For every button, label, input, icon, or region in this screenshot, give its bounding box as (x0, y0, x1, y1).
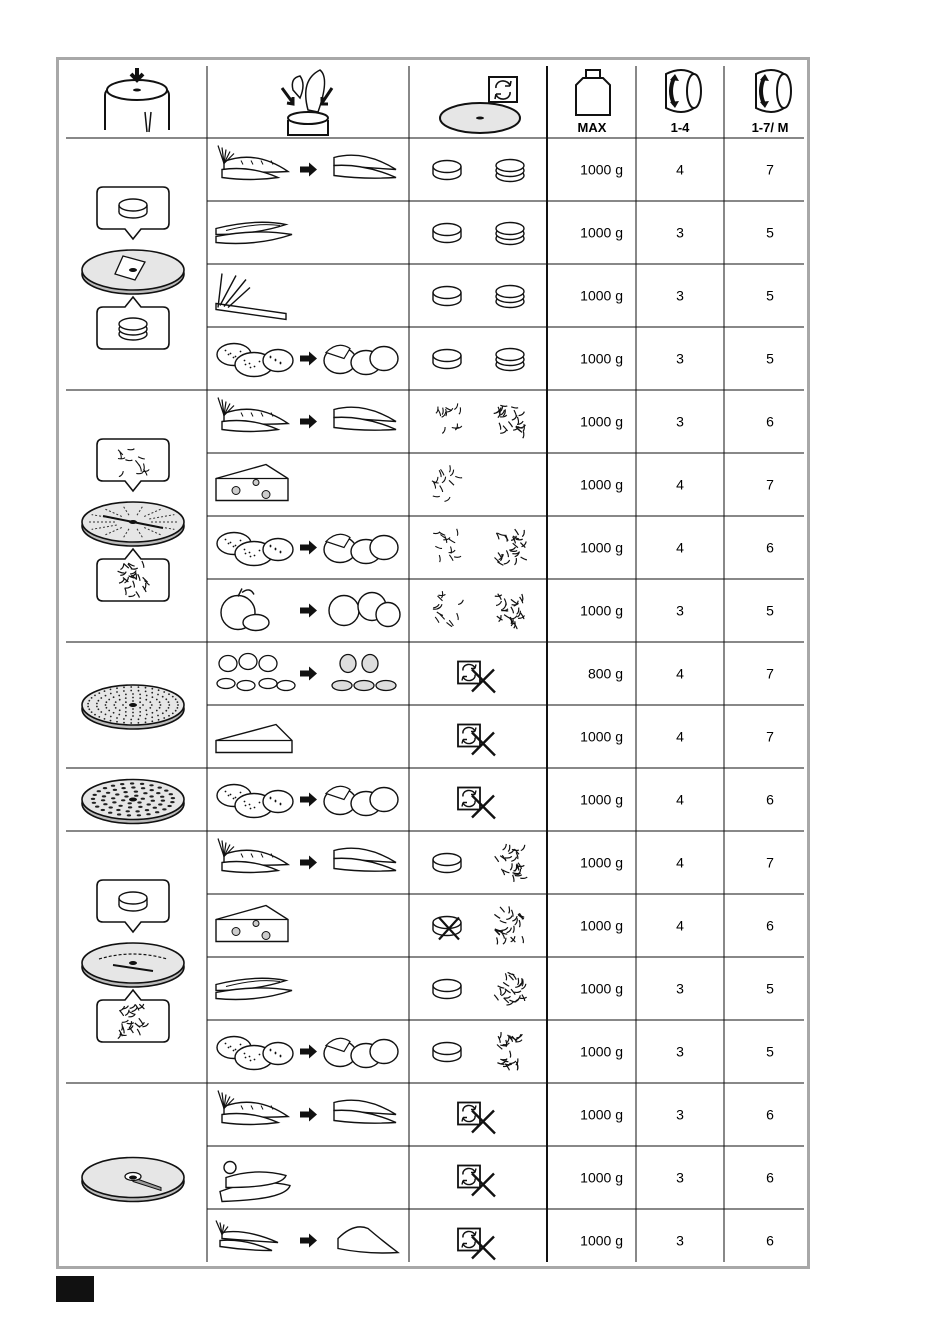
table-row (217, 654, 774, 693)
header-row (105, 68, 791, 135)
table-row (217, 529, 774, 566)
thick-slice-icon (433, 161, 461, 180)
cheese-icon (216, 465, 288, 501)
thick-slice-icon (433, 980, 461, 999)
reversible-disc-icon (440, 77, 520, 133)
speed-b-value: 6 (766, 413, 774, 430)
table-row (218, 146, 774, 182)
disc-side-cell (433, 591, 525, 629)
food-feeding-icon (282, 70, 332, 135)
disc-insertion-icon (105, 68, 169, 132)
table-row (218, 1091, 774, 1134)
table-row (218, 398, 774, 439)
not-reversible-icon (458, 662, 495, 693)
carrot-icon (218, 839, 396, 873)
speed-a-value: 4 (676, 161, 684, 178)
not-reversible-icon (458, 1229, 495, 1260)
speed-b-value: 5 (766, 350, 774, 367)
max-weight-value: 1000 g (580, 602, 623, 619)
julienne-disc-icon (82, 1158, 184, 1202)
disc-group-reversible-slicing-disc (82, 146, 774, 377)
speed-a-value: 3 (676, 1106, 684, 1123)
disc-side-cell (433, 1032, 522, 1070)
fine-shred-icon (494, 906, 524, 944)
max-weight-value: 1000 g (580, 1232, 623, 1249)
nuts-icon (217, 654, 396, 691)
thin-slice-icon (496, 160, 524, 182)
speed-b-value: 5 (766, 1043, 774, 1060)
thin-slice-icon (496, 349, 524, 371)
page-tab-marker (56, 1276, 94, 1302)
not-reversible-icon (458, 1166, 495, 1197)
max-weight-value: 800 g (587, 665, 623, 682)
max-weight-value: 1000 g (580, 539, 623, 556)
speed-a-value: 4 (676, 728, 684, 745)
disc-side-cell (433, 972, 527, 1005)
speed-a-value: 4 (676, 476, 684, 493)
speed-a-value: 4 (676, 539, 684, 556)
disc-side-cell (433, 286, 524, 308)
disc-side-cell (433, 349, 524, 371)
cucumber-icon (216, 222, 292, 243)
disc-side-cell (436, 403, 526, 438)
speed-b-value: 7 (766, 854, 774, 871)
max-weight-value: 1000 g (580, 413, 623, 430)
disc-side-cell (458, 1229, 495, 1260)
speed-a-value: 4 (676, 791, 684, 808)
max-weight-value: 1000 g (580, 917, 623, 934)
coarse-shred-icon (433, 591, 463, 627)
thin-slice-icon (496, 286, 524, 308)
disc-side-cell (458, 725, 495, 756)
speed-b-value: 7 (766, 161, 774, 178)
table-row (216, 1221, 774, 1260)
speed-b-value: 5 (766, 602, 774, 619)
speed-b-value: 6 (766, 917, 774, 934)
speed-a-value: 3 (676, 287, 684, 304)
max-weight-value: 1000 g (580, 161, 623, 178)
speed-a-value: 3 (676, 350, 684, 367)
disc-side-cell (433, 844, 527, 882)
fine-shred-icon (494, 405, 526, 438)
disc-side-cell (458, 662, 495, 693)
carrot-icon (218, 146, 396, 180)
disc-group-grating-disc-coarse (82, 780, 774, 824)
table-row (217, 344, 774, 377)
leek-icon (216, 274, 286, 320)
table-row (220, 1162, 774, 1202)
not-reversible-icon (458, 788, 495, 819)
speed-b-value: 7 (766, 665, 774, 682)
zucchini-icon (220, 1162, 290, 1202)
carrot-icon (218, 1091, 396, 1125)
speed-a-value: 3 (676, 602, 684, 619)
grating-disc-coarse-icon (82, 780, 184, 824)
potato-icon (217, 785, 398, 818)
table-row (217, 785, 774, 819)
thick-slice-icon (433, 224, 461, 243)
max-weight-value: 1000 g (580, 350, 623, 367)
speed-b-value: 6 (766, 539, 774, 556)
table-row (216, 972, 774, 1005)
speed-dial-icon (752, 70, 791, 135)
speed-dial-icon (666, 70, 701, 135)
not-reversible-icon (458, 1103, 495, 1134)
table-row (217, 1032, 774, 1070)
carrot-small-icon (216, 1221, 398, 1254)
weight-icon (576, 70, 610, 135)
table-row (216, 906, 774, 945)
thin-slice-icon (496, 223, 524, 245)
speed-a-value: 4 (676, 917, 684, 934)
disc-group-reversible-shredding-disc (82, 398, 774, 631)
fine-shred-icon (495, 529, 528, 565)
coarse-shred-icon (432, 465, 462, 501)
speed-a-value: 3 (676, 224, 684, 241)
thick-slice-icon (433, 350, 461, 369)
speed-a-value: 3 (676, 980, 684, 997)
potato-icon (217, 1037, 398, 1070)
table-row (216, 222, 774, 244)
carrot-icon (218, 398, 396, 432)
disc-side-cell (458, 1103, 495, 1134)
max-weight-value: 1000 g (580, 980, 623, 997)
speed-a-value: 4 (676, 665, 684, 682)
speed-b-value: 7 (766, 476, 774, 493)
speed-b-value: 6 (766, 791, 774, 808)
speed-b-value: 5 (766, 980, 774, 997)
coarse-shred-icon (433, 529, 461, 562)
grating-disc-fine-icon (82, 685, 184, 729)
slice-crossed-icon (433, 917, 461, 940)
max-weight-label: MAX (577, 120, 607, 135)
potato-icon (217, 344, 398, 377)
max-weight-value: 1000 g (580, 224, 623, 241)
speed-a-value: 3 (676, 1232, 684, 1249)
hard-cheese-icon (216, 725, 292, 753)
disc-side-cell (433, 906, 524, 944)
table-row (221, 589, 774, 631)
thick-slice-icon (433, 287, 461, 306)
disc-group-reversible-slice-shred-disc (82, 839, 774, 1071)
cheese-icon (216, 906, 288, 942)
speed-a-value: 3 (676, 413, 684, 430)
max-weight-value: 1000 g (580, 476, 623, 493)
disc-side-cell (433, 223, 524, 245)
disc-side-cell (433, 529, 527, 565)
fine-shred-icon (495, 844, 528, 882)
table-row (216, 725, 774, 756)
speed-a-value: 3 (676, 1043, 684, 1060)
speed-b-value: 6 (766, 1232, 774, 1249)
max-weight-value: 1000 g (580, 1043, 623, 1060)
fine-shred-icon (495, 594, 525, 629)
max-weight-value: 1000 g (580, 728, 623, 745)
speed-b-value: 6 (766, 1169, 774, 1186)
table-row (216, 274, 774, 320)
max-weight-value: 1000 g (580, 1106, 623, 1123)
table-row (216, 465, 774, 502)
coarse-shred-icon (436, 403, 462, 433)
disc-side-cell (458, 788, 495, 819)
speed-a-value: 4 (676, 854, 684, 871)
disc-side-cell (458, 1166, 495, 1197)
disc-group-julienne-disc (82, 1091, 774, 1260)
not-reversible-icon (458, 725, 495, 756)
cucumber-icon (216, 978, 292, 999)
table-row (218, 839, 774, 882)
speed-range-a-label: 1-4 (670, 120, 690, 135)
max-weight-value: 1000 g (580, 1169, 623, 1186)
apple-icon (221, 589, 400, 631)
fine-shred-icon (497, 1032, 522, 1070)
max-weight-value: 1000 g (580, 287, 623, 304)
reversible-slice-shred-disc-icon (82, 880, 184, 1042)
max-weight-value: 1000 g (580, 854, 623, 871)
speed-a-value: 3 (676, 1169, 684, 1186)
thick-slice-icon (433, 854, 461, 873)
disc-side-cell (432, 465, 462, 501)
fine-shred-icon (494, 972, 526, 1005)
speed-b-value: 7 (766, 728, 774, 745)
speed-b-value: 6 (766, 1106, 774, 1123)
max-weight-value: 1000 g (580, 791, 623, 808)
potato-icon (217, 533, 398, 566)
speed-b-value: 5 (766, 287, 774, 304)
thick-slice-icon (433, 1043, 461, 1062)
reversible-shredding-disc-icon (82, 439, 184, 601)
speed-range-b-label: 1-7/ M (751, 120, 789, 135)
reversible-slicing-disc-icon (82, 187, 184, 349)
disc-side-cell (433, 160, 524, 182)
speed-b-value: 5 (766, 224, 774, 241)
